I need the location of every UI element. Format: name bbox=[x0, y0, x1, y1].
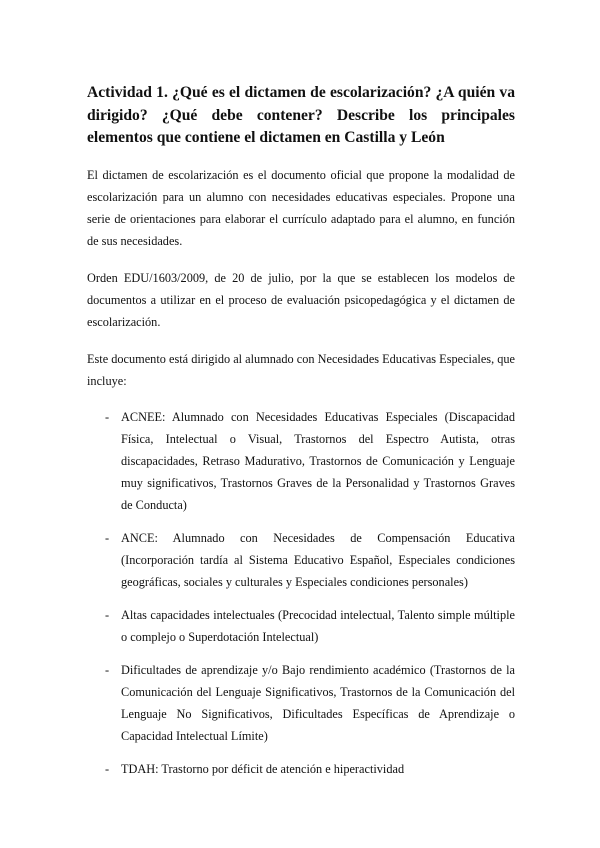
list-dash: - bbox=[105, 761, 110, 776]
activity-heading: Actividad 1. ¿Qué es el dictamen de escolarización? ¿A quién va dirigido? ¿Qué debe contener? Describe los principales elementos que contiene el dictamen en Castilla y León bbox=[87, 84, 515, 146]
list-dash: - bbox=[105, 409, 110, 424]
list-item bbox=[87, 659, 515, 747]
list-dash: - bbox=[105, 530, 110, 545]
list-item bbox=[87, 604, 515, 648]
list-item-text: ACNEE: Alumnado con Necesidades Educativas Especiales (Discapacidad Física, Intelectual o Visual, Trastornos del Espectro Autista, otras discapacidades, Retraso Madurativo, Trastornos de Comunicación y Lenguaje muy significativos, Trastornos Graves de la Personalidad y Trastornos Graves de Conducta) bbox=[121, 409, 515, 512]
paragraph-definition: El dictamen de escolarización es el documento oficial que propone la modalidad de escolarización para un alumno con necesidades educativas especiales. Propone una serie de orientaciones para elaborar el currículo adaptado para el alumno, en función de sus necesidades. bbox=[87, 167, 515, 248]
list-item-text: Dificultades de aprendizaje y/o Bajo rendimiento académico (Trastornos de la Comunicación del Lenguaje Significativos, Trastornos de la Comunicación del Lenguaje No Significativos, Dificultades Específicas de Aprendizaje o Capacidad Intelectual Límite) bbox=[121, 662, 515, 743]
list-dash: - bbox=[105, 662, 110, 677]
list-dash: - bbox=[105, 607, 110, 622]
paragraph-audience: Este documento está dirigido al alumnado con Necesidades Educativas Especiales, que incluye: bbox=[87, 351, 515, 388]
paragraph-regulation: Orden EDU/1603/2009, de 20 de julio, por la que se establecen los modelos de documentos a utilizar en el proceso de evaluación psicopedagógica y el dictamen de escolarización. bbox=[87, 270, 515, 329]
list-item-text: ANCE: Alumnado con Necesidades de Compensación Educativa (Incorporación tardía al Sistema Educativo Español, Especiales condiciones geográficas, sociales y culturales y Especiales condiciones personales) bbox=[121, 530, 515, 589]
document-body bbox=[87, 82, 515, 791]
list-item-text: TDAH: Trastorno por déficit de atención e hiperactividad bbox=[121, 761, 405, 776]
student-categories-list bbox=[87, 406, 515, 780]
list-item bbox=[87, 758, 515, 780]
list-item bbox=[87, 527, 515, 593]
list-item-text: Altas capacidades intelectuales (Precocidad intelectual, Talento simple múltiple o complejo o Superdotación Intelectual) bbox=[121, 607, 515, 644]
list-item bbox=[87, 406, 515, 516]
